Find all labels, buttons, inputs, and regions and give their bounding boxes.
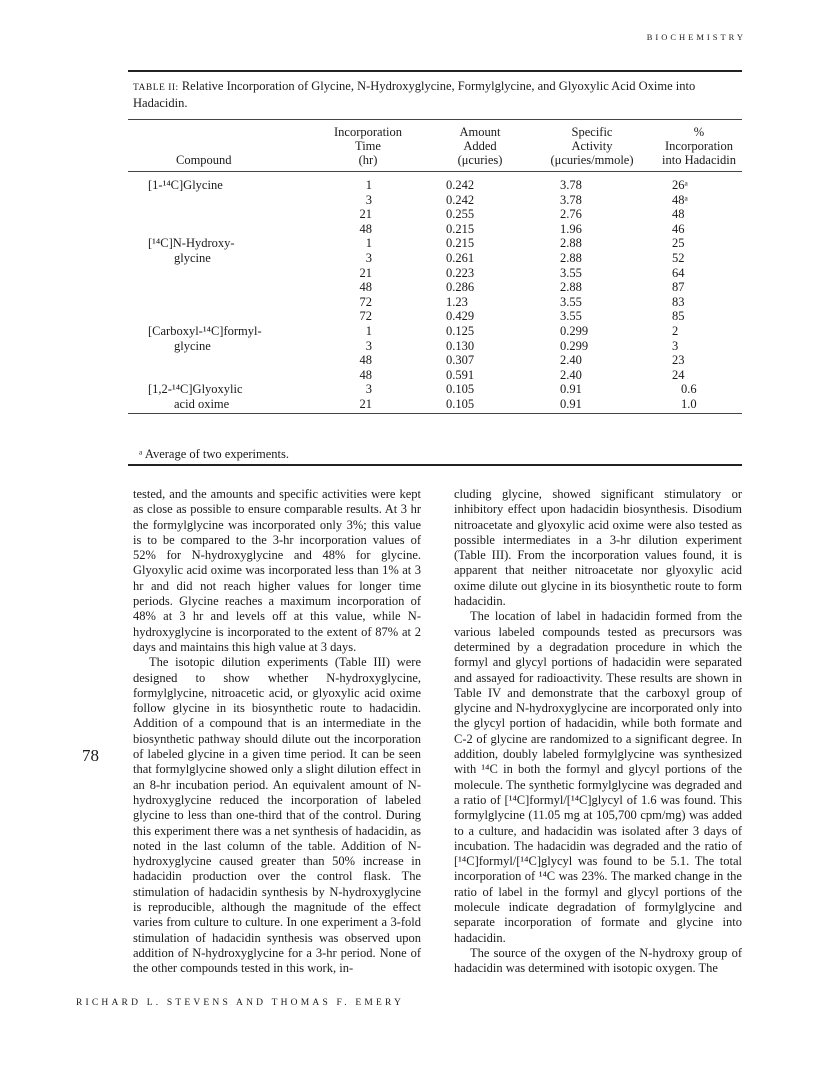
header-compound: Compound [176,153,232,167]
cell-time: 48 [359,353,372,368]
cell-activity: 0.91 [560,397,582,411]
cell-time: 1 [365,324,372,338]
header-pct-line3: into Hadacidin [662,153,736,167]
cell-pct: 3 [672,338,679,353]
right-paragraph-2: The location of label in hadacidin formed from the various labeled compounds tested as precursors was determined by a degradation procedure in which the formyl and glycyl portions of hadacidin were separated and assayed for radioactivity. These results are shown in Table IV and demonstrate that the carboxyl group of glycine and N-hydroxyglycine are incorporated only into the glycyl portion of hadacidin, while both formate and C-2 of glycine are randomized to a significant degree. In addition, doubly labeled formylglycine was synthesized with ¹⁴C in both the formyl and glycyl portions of the molecule. The synthetic formylglycine was degraded and a ratio of [¹⁴C]formyl/[¹⁴C]glycyl of 1.6 was found. This formylglycine (11.05 mg at 105,700 cpm/mg) was added to a culture, and hadacidin was isolated after 3 days of incubation. The hadacidin was degraded and the ratio of [¹⁴C]formyl/[¹⁴C]glycyl was found to be 5.1. The total incorporation of ¹⁴C was 23%. The marked change in the ratio of label in the formyl and glycyl portions of the molecule indicate degradation of formylglycine and separate incorporation of formate and glycine into hadacidin. [454,609,742,945]
cell-time: 3 [365,251,372,265]
header-activity-line3: (μcuries/mmole) [550,153,634,167]
cell-amount: 0.242 [446,178,475,192]
cell-activity: 2.40 [560,367,582,382]
cell-time: 1 [365,178,372,192]
cell-time: 21 [359,265,372,280]
header-amount [430,125,530,167]
header-activity [532,125,652,167]
cell-amount: 0.105 [446,382,475,397]
cell-amount: 0.286 [446,280,475,295]
table-caption [133,79,745,111]
cell-amount: 1.23 [446,294,468,309]
cell-activity: 2.76 [560,207,582,222]
cell-activity: 3.78 [560,192,582,207]
cell-compound: [1,2-¹⁴C]Glyoxylic [148,382,243,397]
cell-amount: 0.242 [446,192,475,207]
cell-amount: 0.125 [446,324,475,338]
header-amount-line3: (μcuries) [457,153,503,167]
author-line: RICHARD L. STEVENS AND THOMAS F. EMERY [76,998,405,1008]
cell-amount: 0.215 [446,221,475,236]
cell-pct: 87 [672,280,685,295]
cell-pct: 2 [672,324,679,338]
cell-compound: glycine [174,338,211,353]
table-end-rule [128,464,742,466]
cell-time: 3 [365,338,372,353]
header-time [318,125,418,167]
cell-compound: acid oxime [174,397,230,411]
table-footnote: ᵃ Average of two experiments. [139,447,290,461]
cell-time: 72 [359,294,372,309]
cell-pct: 83 [672,294,685,309]
header-pct-line2: Incorporation [664,139,734,153]
right-paragraph-3: The source of the oxygen of the N-hydroxy group of hadacidin was determined with isotopic oxygen. The [454,945,742,976]
cell-time: 21 [359,397,372,411]
cell-compound: [¹⁴C]N-Hydroxy- [148,236,235,251]
cell-time: 1 [365,236,372,251]
cell-pct: 85 [672,309,685,324]
cell-pct: 25 [672,236,685,251]
header-activity-line1: Specific [571,125,613,139]
cell-amount: 0.591 [446,367,475,382]
cell-activity: 0.299 [560,338,589,353]
cell-activity: 2.88 [560,280,582,295]
cell-compound: glycine [174,251,211,265]
cell-activity: 2.88 [560,251,582,265]
cell-time: 48 [359,280,372,295]
cell-amount: 0.261 [446,251,475,265]
cell-activity: 3.55 [560,309,582,324]
left-paragraph-2: The isotopic dilution experiments (Table III) were designed to show whether N-hydroxyglycine, formylglycine, nitroacetic acid, or glyoxylic acid oxime follow glycine in its biosynthetic route to hadacidin. Addition of a compound that is an intermediate in the biosynthetic pathway should dilute out the incorporation of labeled glycine in a given time period. It can be seen that formylglycine showed only a slight dilution effect in an 8-hr incubation period. An equivalent amount of N-hydroxyglycine reduced the incorporation of labeled glycine to less than one-third that of the control. During this experiment there was a net synthesis of hadacidin, as noted in the last column of the table. Addition of N-hydroxyglycine caused greater than 50% increase in hadacidin production over the control flask. The stimulation of hadacidin synthesis by N-hydroxyglycine is reproducible, although the magnitude of the effect varies from culture to culture. In one experiment a 3-fold stimulation of hadacidin synthesis was observed upon addition of N-hydroxyglycine for a 3-hr period. None of the other compounds tested in this work, in- [133,655,421,976]
cell-pct: 24 [672,367,685,382]
left-paragraph-1: tested, and the amounts and specific activities were kept as close as possible to ensure comparable results. At 3 hr the formylglycine was incorporated only 3%; this value is to be compared to the 3-hr incorporation values of 52% for N-hydroxyglycine and 48% for glycine. Glyoxylic acid oxime was incorporated less than 1% at 3 hr and did not reach higher values for longer time periods. Glycine reaches a maximum incorporation of 48% at 3 hr and levels off at this value, while N-hydroxyglycine is incorporated to the extent of 87% at 2 days and maintains this high value at 3 days. [133,487,421,654]
header-bottom-rule [128,171,742,172]
cell-activity: 1.96 [560,221,582,236]
header-time-line3: (hr) [358,153,378,167]
cell-activity: 0.91 [560,382,582,397]
cell-pct: 48 [672,207,685,222]
table-label: TABLE II: [133,83,179,93]
cell-pct: 52 [672,251,685,265]
cell-pct: 46 [672,221,685,236]
cell-pct: 26ᵃ [672,178,688,192]
journal-header: BIOCHEMISTRY [646,32,746,42]
cell-pct: 48ᵃ [672,192,688,207]
cell-activity: 2.40 [560,353,582,368]
cell-activity: 3.55 [560,294,582,309]
header-amount-line1: Amount [459,125,501,139]
header-amount-line2: Added [463,139,497,153]
cell-activity: 2.88 [560,236,582,251]
right-column [454,487,742,977]
cell-time: 3 [365,192,372,207]
cell-time: 72 [359,309,372,324]
cell-amount: 0.307 [446,353,475,368]
cell-activity: 3.78 [560,178,582,192]
cell-time: 48 [359,221,372,236]
table-caption-text: Relative Incorporation of Glycine, N-Hydroxyglycine, Formylglycine, and Glyoxylic Acid Oxime into Hadacidin. [133,79,696,110]
cell-pct: 0.6 [681,382,697,397]
right-paragraph-1: cluding glycine, showed significant stimulatory or inhibitory effect upon hadacidin biosynthesis. Disodium nitroacetate and glyoxylic acid oxime were also tested as possible intermediates in a 3-hr dilution experiment (Table III). From the incorporation values found, it is apparent that neither nitroacetate nor glyoxylic acid oxime dilute out glycine in its biosynthetic route to form hadacidin. [454,487,742,609]
table-bottom-rule [128,413,742,414]
cell-compound: [Carboxyl-¹⁴C]formyl- [148,324,262,338]
header-time-line2: Time [355,139,381,153]
cell-amount: 0.215 [446,236,475,251]
cell-activity: 0.299 [560,324,589,338]
header-activity-line2: Activity [571,139,613,153]
cell-amount: 0.255 [446,207,475,222]
page-number: 78 [82,746,99,765]
left-column [133,487,421,977]
header-pct-line1: % [693,125,705,139]
cell-time: 3 [365,382,372,397]
cell-compound: [1-¹⁴C]Glycine [148,178,223,192]
header-pct [644,125,754,167]
header-time-line1: Incorporation [333,125,403,139]
header-top-rule [128,119,742,120]
cell-amount: 0.105 [446,397,475,411]
cell-activity: 3.55 [560,265,582,280]
cell-time: 21 [359,207,372,222]
cell-pct: 23 [672,353,685,368]
cell-amount: 0.223 [446,265,475,280]
cell-amount: 0.429 [446,309,475,324]
cell-pct: 64 [672,265,685,280]
cell-pct: 1.0 [681,397,697,411]
top-rule [128,70,742,72]
cell-time: 48 [359,367,372,382]
cell-amount: 0.130 [446,338,475,353]
